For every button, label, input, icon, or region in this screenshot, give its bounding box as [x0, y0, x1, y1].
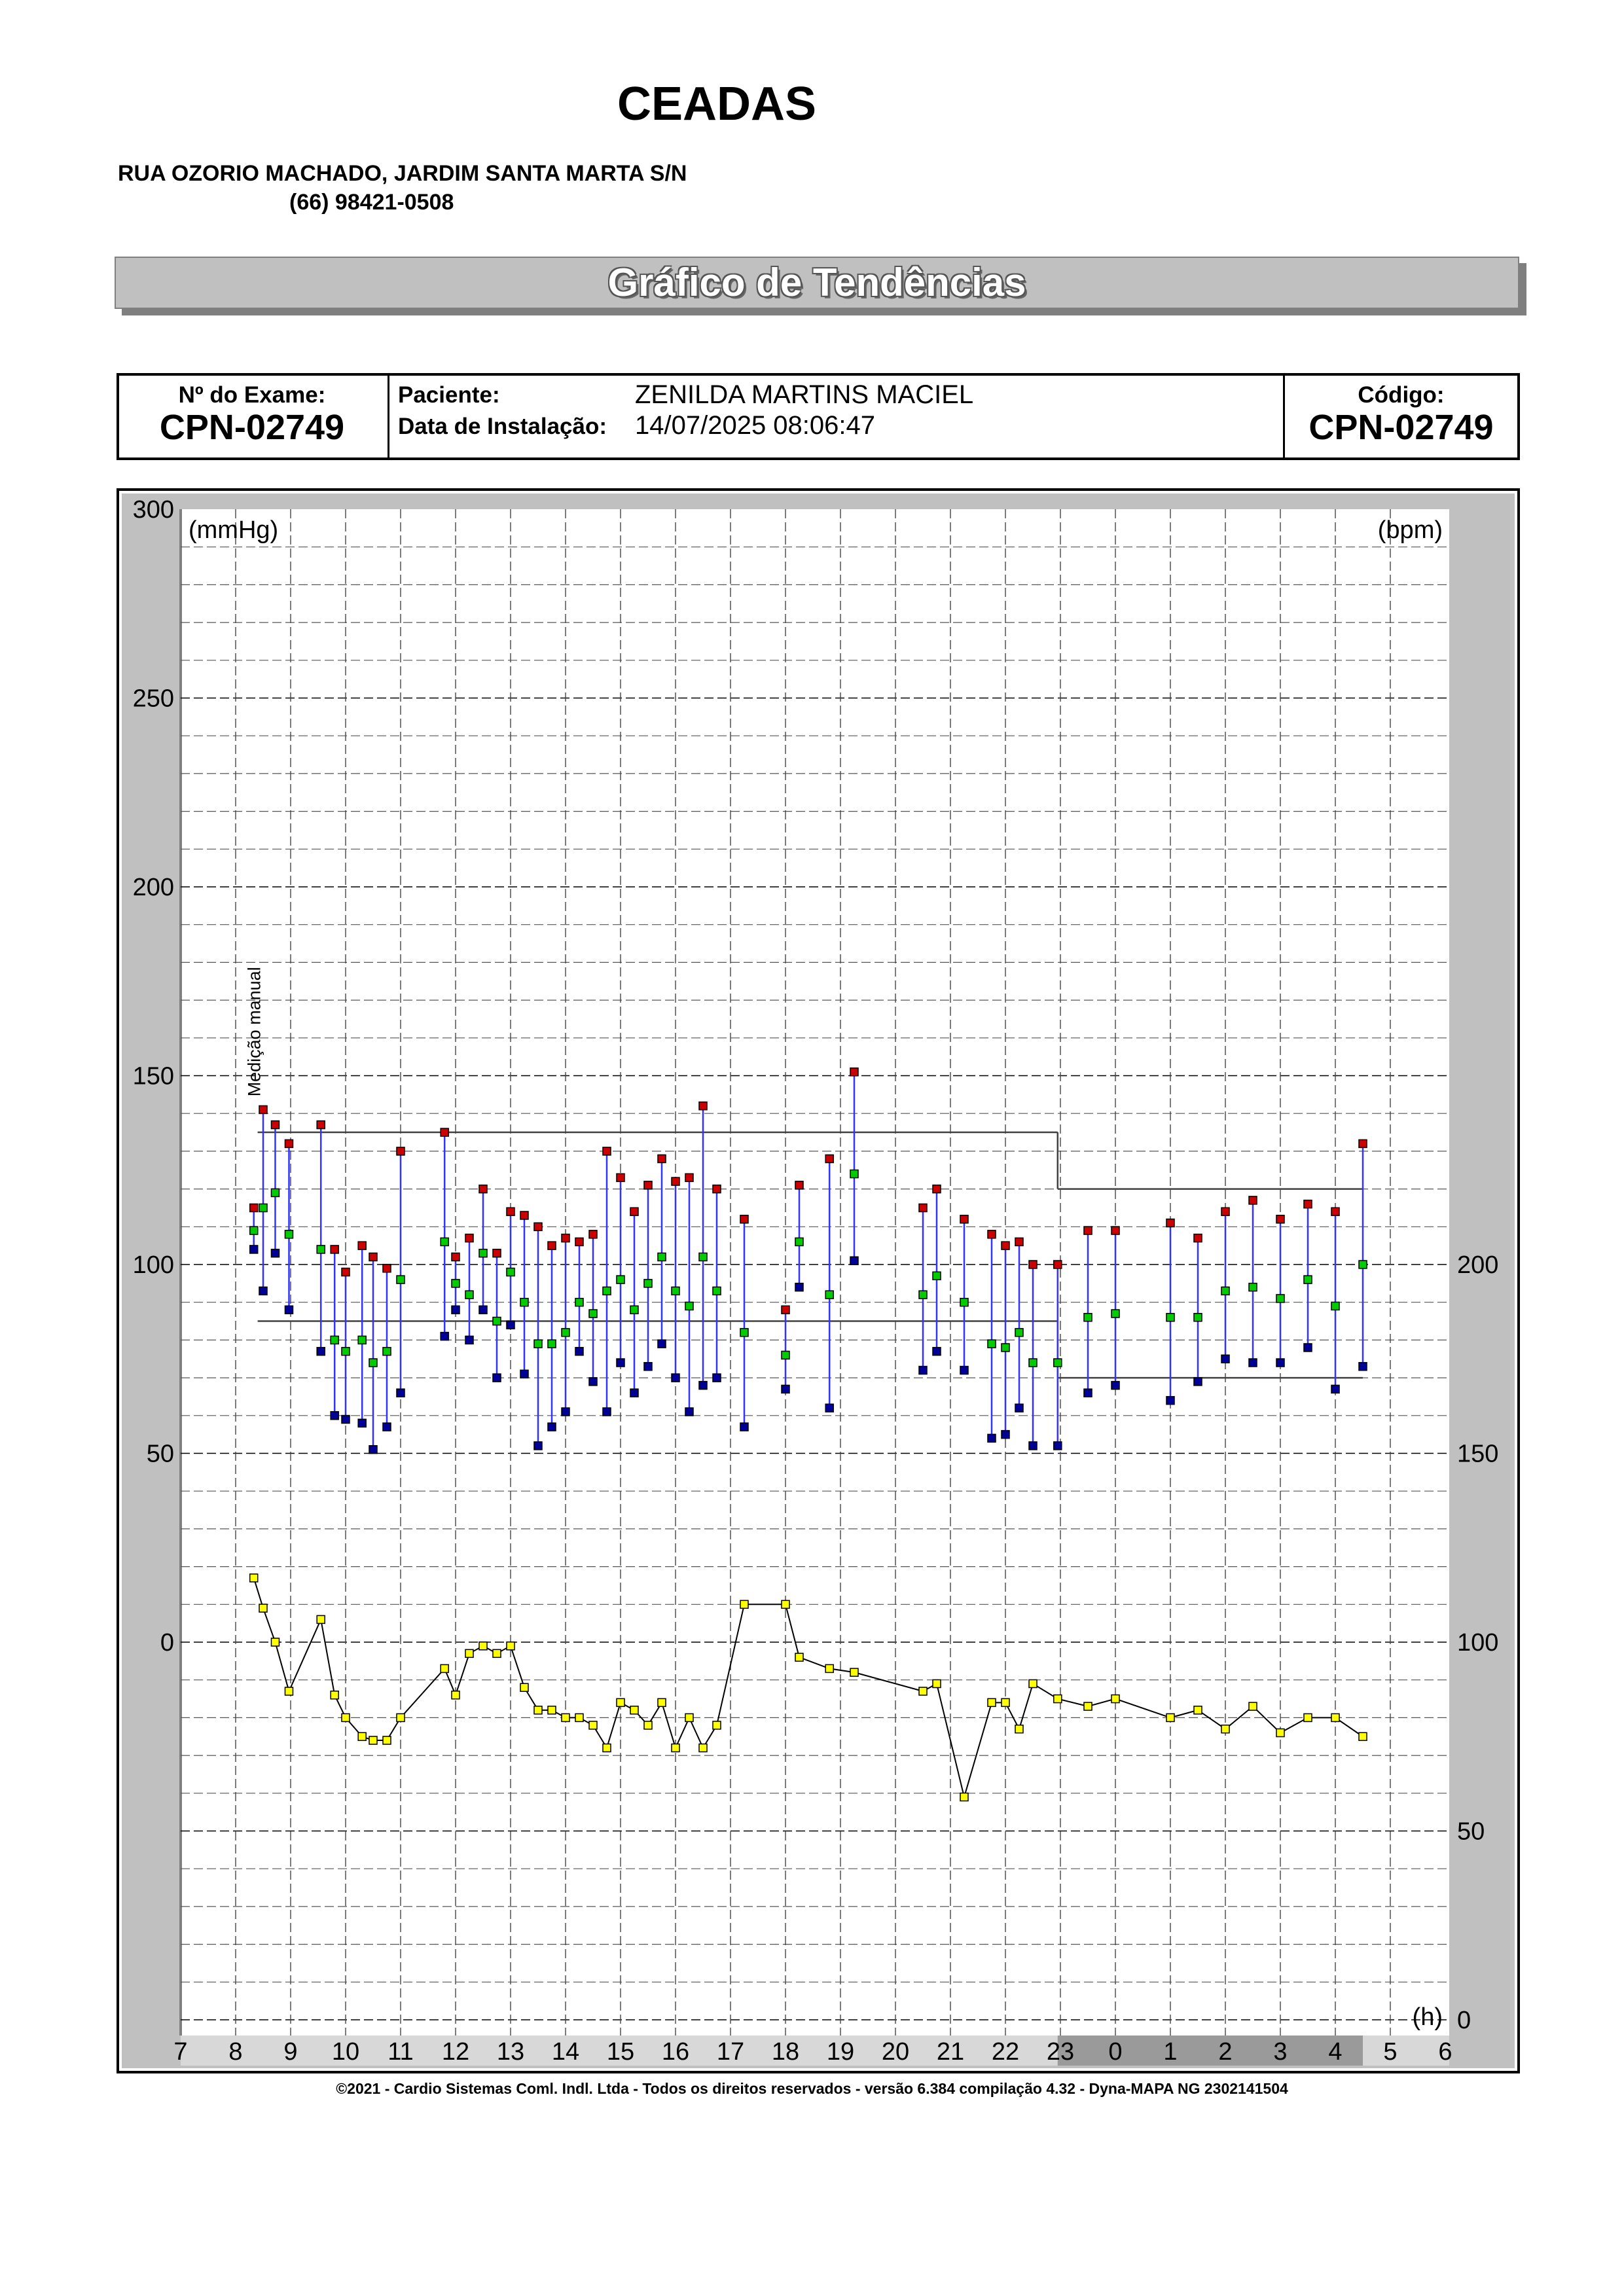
mean-marker — [1276, 1295, 1284, 1302]
left-tick-label: 0 — [160, 1629, 174, 1657]
systolic-marker — [960, 1215, 968, 1223]
diastolic-marker — [1194, 1378, 1202, 1386]
heart-rate-marker — [317, 1615, 325, 1623]
systolic-marker — [397, 1147, 405, 1155]
diastolic-marker — [358, 1419, 366, 1427]
systolic-marker — [1304, 1200, 1312, 1208]
heart-rate-marker — [825, 1664, 833, 1672]
heart-rate-marker — [1276, 1729, 1284, 1736]
systolic-marker — [988, 1230, 996, 1238]
left-tick-label: 250 — [132, 685, 174, 713]
x-unit-label: (h) — [1412, 2003, 1443, 2031]
heart-rate-marker — [1166, 1713, 1174, 1721]
x-tick-label: 1 — [1163, 2038, 1178, 2066]
diastolic-marker — [1166, 1397, 1174, 1405]
mean-marker — [342, 1348, 350, 1355]
diastolic-marker — [795, 1283, 803, 1291]
mean-marker — [658, 1253, 666, 1261]
x-tick-label: 19 — [826, 2038, 855, 2066]
systolic-marker — [441, 1128, 448, 1136]
heart-rate-marker — [479, 1642, 487, 1650]
systolic-marker — [850, 1068, 858, 1076]
mean-marker — [259, 1204, 267, 1211]
x-tick-label: 16 — [661, 2038, 690, 2066]
heart-rate-marker — [1054, 1695, 1062, 1703]
diastolic-marker — [672, 1374, 679, 1382]
heart-rate-marker — [685, 1713, 693, 1721]
mean-marker — [988, 1340, 996, 1348]
x-tick-label: 23 — [1046, 2038, 1075, 2066]
x-tick-label: 3 — [1273, 2038, 1288, 2066]
heart-rate-marker — [397, 1713, 405, 1721]
systolic-marker — [575, 1238, 583, 1246]
install-date-label: Data de Instalação: — [398, 414, 607, 439]
code-label: Código: — [1358, 382, 1445, 408]
heart-rate-marker — [795, 1653, 803, 1661]
diastolic-marker — [1331, 1385, 1339, 1393]
systolic-marker — [589, 1230, 597, 1238]
x-tick-label: 22 — [991, 2038, 1020, 2066]
systolic-marker — [250, 1204, 258, 1211]
heart-rate-marker — [548, 1706, 556, 1714]
systolic-marker — [685, 1174, 693, 1181]
x-tick-label: 2 — [1218, 2038, 1233, 2066]
heart-rate-marker — [1111, 1695, 1119, 1703]
systolic-marker — [699, 1102, 707, 1110]
mean-marker — [358, 1336, 366, 1344]
x-tick-label: 15 — [606, 2038, 635, 2066]
heart-rate-marker — [1249, 1702, 1257, 1710]
mean-marker — [795, 1238, 803, 1246]
diastolic-marker — [1029, 1442, 1037, 1450]
heart-rate-marker — [630, 1706, 638, 1714]
diastolic-marker — [397, 1389, 405, 1397]
systolic-marker — [658, 1155, 666, 1162]
mean-marker — [383, 1348, 391, 1355]
diastolic-marker — [465, 1336, 473, 1344]
systolic-marker — [919, 1204, 927, 1211]
diastolic-marker — [493, 1374, 501, 1382]
heart-rate-marker — [933, 1679, 941, 1687]
mean-marker — [507, 1268, 514, 1276]
systolic-marker — [795, 1181, 803, 1189]
mean-marker — [285, 1230, 293, 1238]
mean-marker — [331, 1336, 338, 1344]
mean-marker — [520, 1299, 528, 1306]
mean-marker — [493, 1318, 501, 1325]
left-tick-label: 50 — [146, 1440, 174, 1468]
heart-rate-marker — [342, 1713, 350, 1721]
mean-marker — [575, 1299, 583, 1306]
heart-rate-marker — [988, 1698, 996, 1706]
mean-marker — [603, 1287, 611, 1295]
heart-rate-marker — [520, 1683, 528, 1691]
x-tick-label: 8 — [228, 2038, 243, 2066]
diastolic-marker — [575, 1348, 583, 1355]
x-tick-label: 6 — [1438, 2038, 1453, 2066]
diastolic-marker — [740, 1423, 748, 1431]
right-tick-label: 200 — [1457, 1251, 1499, 1279]
systolic-marker — [1359, 1139, 1367, 1147]
systolic-marker — [507, 1208, 514, 1215]
mean-marker — [1249, 1283, 1257, 1291]
systolic-marker — [1084, 1227, 1092, 1234]
diastolic-marker — [658, 1340, 666, 1348]
mean-marker — [1194, 1314, 1202, 1321]
right-tick-label: 50 — [1457, 1818, 1485, 1846]
x-tick-label: 9 — [283, 2038, 298, 2066]
mean-marker — [825, 1291, 833, 1299]
diastolic-marker — [1221, 1355, 1229, 1363]
heart-rate-marker — [740, 1600, 748, 1608]
diastolic-marker — [452, 1306, 460, 1314]
systolic-marker — [369, 1253, 377, 1261]
systolic-marker — [465, 1234, 473, 1242]
heart-rate-marker — [713, 1721, 721, 1729]
heart-rate-marker — [919, 1687, 927, 1695]
exam-number: CPN-02749 — [159, 408, 345, 447]
heart-rate-marker — [1359, 1732, 1367, 1740]
systolic-marker — [825, 1155, 833, 1162]
mean-marker — [441, 1238, 448, 1246]
heart-rate-marker — [358, 1732, 366, 1740]
heart-rate-marker — [644, 1721, 652, 1729]
mean-marker — [699, 1253, 707, 1261]
systolic-marker — [271, 1121, 279, 1129]
heart-rate-marker — [562, 1713, 569, 1721]
diastolic-marker — [507, 1321, 514, 1329]
x-tick-label: 11 — [388, 2038, 414, 2066]
mean-marker — [1111, 1310, 1119, 1318]
mean-marker — [465, 1291, 473, 1299]
diastolic-marker — [933, 1348, 941, 1355]
heart-rate-marker — [960, 1793, 968, 1801]
systolic-marker — [1276, 1215, 1284, 1223]
systolic-marker — [1249, 1196, 1257, 1204]
systolic-marker — [1015, 1238, 1023, 1246]
diastolic-marker — [630, 1389, 638, 1397]
systolic-marker — [782, 1306, 789, 1314]
systolic-marker — [644, 1181, 652, 1189]
mean-marker — [850, 1170, 858, 1178]
systolic-marker — [1111, 1227, 1119, 1234]
mean-marker — [685, 1302, 693, 1310]
diastolic-marker — [960, 1367, 968, 1374]
heart-rate-marker — [441, 1664, 448, 1672]
systolic-marker — [617, 1174, 624, 1181]
left-tick-label: 300 — [132, 496, 174, 524]
systolic-marker — [259, 1105, 267, 1113]
mean-marker — [1001, 1344, 1009, 1352]
diastolic-marker — [713, 1374, 721, 1382]
diastolic-marker — [782, 1385, 789, 1393]
manual-measurement-annotation: Medição manual — [244, 967, 264, 1097]
night-period-band — [1058, 2036, 1363, 2066]
heart-rate-marker — [1221, 1725, 1229, 1733]
diastolic-marker — [1304, 1344, 1312, 1352]
systolic-marker — [1194, 1234, 1202, 1242]
mean-marker — [562, 1329, 569, 1336]
mean-marker — [782, 1351, 789, 1359]
clinic-phone: (66) 98421-0508 — [289, 190, 454, 215]
heart-rate-marker — [1015, 1725, 1023, 1733]
mean-marker — [271, 1189, 279, 1196]
code-value: CPN-02749 — [1308, 408, 1494, 447]
heart-rate-marker — [1029, 1679, 1037, 1687]
x-tick-label: 4 — [1328, 2038, 1343, 2066]
heart-rate-marker — [271, 1638, 279, 1646]
diastolic-marker — [317, 1348, 325, 1355]
footer-copyright: ©2021 - Cardio Sistemas Coml. Indl. Ltda - Todos os direitos reservados - versão 6.384 compilação 4.32 - Dyna-MAPA NG 2302141504 — [336, 2080, 1288, 2097]
x-tick-label: 12 — [441, 2038, 470, 2066]
x-tick-label: 17 — [716, 2038, 745, 2066]
diastolic-marker — [603, 1408, 611, 1416]
mean-marker — [644, 1280, 652, 1287]
diastolic-marker — [369, 1446, 377, 1454]
heart-rate-marker — [617, 1698, 624, 1706]
systolic-marker — [1001, 1242, 1009, 1249]
mean-marker — [672, 1287, 679, 1295]
diastolic-marker — [383, 1423, 391, 1431]
mean-marker — [713, 1287, 721, 1295]
diastolic-marker — [534, 1442, 542, 1450]
heart-rate-marker — [575, 1713, 583, 1721]
diastolic-marker — [589, 1378, 597, 1386]
diastolic-marker — [617, 1359, 624, 1367]
right-tick-label: 0 — [1457, 2007, 1471, 2034]
systolic-marker — [1166, 1219, 1174, 1227]
mean-marker — [1054, 1359, 1062, 1367]
systolic-marker — [493, 1249, 501, 1257]
systolic-marker — [1331, 1208, 1339, 1215]
heart-rate-marker — [672, 1744, 679, 1752]
left-tick-label: 200 — [132, 874, 174, 901]
patient-label: Paciente: — [398, 382, 500, 408]
systolic-marker — [317, 1121, 325, 1129]
mean-marker — [740, 1329, 748, 1336]
right-tick-label: 150 — [1457, 1440, 1499, 1468]
systolic-marker — [933, 1185, 941, 1193]
mean-marker — [1166, 1314, 1174, 1321]
heart-rate-marker — [850, 1668, 858, 1676]
diastolic-marker — [919, 1367, 927, 1374]
heart-rate-marker — [259, 1604, 267, 1612]
systolic-marker — [740, 1215, 748, 1223]
diastolic-marker — [685, 1408, 693, 1416]
mean-marker — [479, 1249, 487, 1257]
diastolic-marker — [1015, 1404, 1023, 1412]
heart-rate-marker — [383, 1736, 391, 1744]
diastolic-marker — [850, 1257, 858, 1265]
diastolic-marker — [1249, 1359, 1257, 1367]
x-tick-label: 13 — [496, 2038, 525, 2066]
heart-rate-marker — [1331, 1713, 1339, 1721]
clinic-name: CEADAS — [617, 78, 817, 130]
diastolic-marker — [825, 1404, 833, 1412]
x-tick-label: 14 — [551, 2038, 580, 2066]
x-tick-label: 21 — [936, 2038, 965, 2066]
systolic-marker — [479, 1185, 487, 1193]
heart-rate-marker — [507, 1642, 514, 1650]
diastolic-marker — [250, 1246, 258, 1253]
left-unit-label: (mmHg) — [189, 516, 279, 544]
heart-rate-marker — [658, 1698, 666, 1706]
heart-rate-marker — [589, 1721, 597, 1729]
heart-rate-marker — [1194, 1706, 1202, 1714]
right-tick-label: 100 — [1457, 1629, 1499, 1657]
mean-marker — [548, 1340, 556, 1348]
systolic-marker — [1029, 1261, 1037, 1268]
right-unit-label: (bpm) — [1377, 516, 1443, 544]
mean-marker — [1221, 1287, 1229, 1295]
mean-marker — [397, 1276, 405, 1283]
x-tick-label: 10 — [331, 2038, 360, 2066]
systolic-marker — [630, 1208, 638, 1215]
mean-marker — [617, 1276, 624, 1283]
systolic-marker — [603, 1147, 611, 1155]
diastolic-marker — [441, 1333, 448, 1340]
diastolic-marker — [479, 1306, 487, 1314]
systolic-marker — [452, 1253, 460, 1261]
mean-marker — [933, 1272, 941, 1280]
heart-rate-marker — [1001, 1698, 1009, 1706]
mean-marker — [1359, 1261, 1367, 1268]
x-tick-label: 7 — [173, 2038, 188, 2066]
mean-marker — [1029, 1359, 1037, 1367]
mean-marker — [534, 1340, 542, 1348]
left-tick-label: 150 — [132, 1062, 174, 1090]
plot-area — [181, 509, 1449, 2036]
diastolic-marker — [644, 1363, 652, 1371]
diastolic-marker — [342, 1416, 350, 1424]
systolic-marker — [1221, 1208, 1229, 1215]
mean-marker — [250, 1227, 258, 1234]
banner-title: Gráfico de Tendências — [607, 260, 1026, 304]
diastolic-marker — [562, 1408, 569, 1416]
x-tick-label: 20 — [881, 2038, 910, 2066]
x-tick-label: 0 — [1108, 2038, 1123, 2066]
clinic-address: RUA OZORIO MACHADO, JARDIM SANTA MARTA S/N — [118, 161, 687, 186]
systolic-marker — [562, 1234, 569, 1242]
heart-rate-marker — [1084, 1702, 1092, 1710]
diastolic-marker — [1001, 1431, 1009, 1439]
x-tick-label: 18 — [771, 2038, 800, 2066]
diastolic-marker — [285, 1306, 293, 1314]
exam-number-label: Nº do Exame: — [178, 382, 326, 408]
heart-rate-marker — [1304, 1713, 1312, 1721]
mean-marker — [919, 1291, 927, 1299]
systolic-marker — [358, 1242, 366, 1249]
left-tick-label: 100 — [132, 1251, 174, 1279]
mean-marker — [1304, 1276, 1312, 1283]
mean-marker — [1331, 1302, 1339, 1310]
heart-rate-marker — [452, 1691, 460, 1699]
systolic-marker — [713, 1185, 721, 1193]
heart-rate-marker — [331, 1691, 338, 1699]
heart-rate-marker — [250, 1574, 258, 1582]
systolic-marker — [520, 1211, 528, 1219]
mean-marker — [630, 1306, 638, 1314]
mean-marker — [1084, 1314, 1092, 1321]
diastolic-marker — [331, 1412, 338, 1420]
heart-rate-marker — [699, 1744, 707, 1752]
diastolic-marker — [1054, 1442, 1062, 1450]
mean-marker — [369, 1359, 377, 1367]
systolic-marker — [331, 1246, 338, 1253]
mean-marker — [960, 1299, 968, 1306]
heart-rate-marker — [534, 1706, 542, 1714]
heart-rate-marker — [285, 1687, 293, 1695]
mean-marker — [589, 1310, 597, 1318]
heart-rate-marker — [493, 1649, 501, 1657]
patient-name: ZENILDA MARTINS MACIEL — [635, 380, 974, 409]
systolic-marker — [285, 1139, 293, 1147]
diastolic-marker — [1084, 1389, 1092, 1397]
diastolic-marker — [271, 1249, 279, 1257]
x-tick-label: 5 — [1383, 2038, 1398, 2066]
diastolic-marker — [1359, 1363, 1367, 1371]
systolic-marker — [672, 1177, 679, 1185]
mean-marker — [1015, 1329, 1023, 1336]
systolic-marker — [342, 1268, 350, 1276]
mean-marker — [317, 1246, 325, 1253]
systolic-marker — [383, 1265, 391, 1272]
heart-rate-marker — [782, 1600, 789, 1608]
systolic-marker — [548, 1242, 556, 1249]
diastolic-marker — [988, 1434, 996, 1442]
heart-rate-marker — [465, 1649, 473, 1657]
heart-rate-marker — [369, 1736, 377, 1744]
diastolic-marker — [259, 1287, 267, 1295]
diastolic-marker — [699, 1382, 707, 1390]
mean-marker — [452, 1280, 460, 1287]
diastolic-marker — [1111, 1382, 1119, 1390]
systolic-marker — [1054, 1261, 1062, 1268]
diastolic-marker — [548, 1423, 556, 1431]
systolic-marker — [534, 1223, 542, 1230]
diastolic-marker — [520, 1370, 528, 1378]
heart-rate-marker — [603, 1744, 611, 1752]
install-date: 14/07/2025 08:06:47 — [635, 411, 876, 440]
diastolic-marker — [1276, 1359, 1284, 1367]
